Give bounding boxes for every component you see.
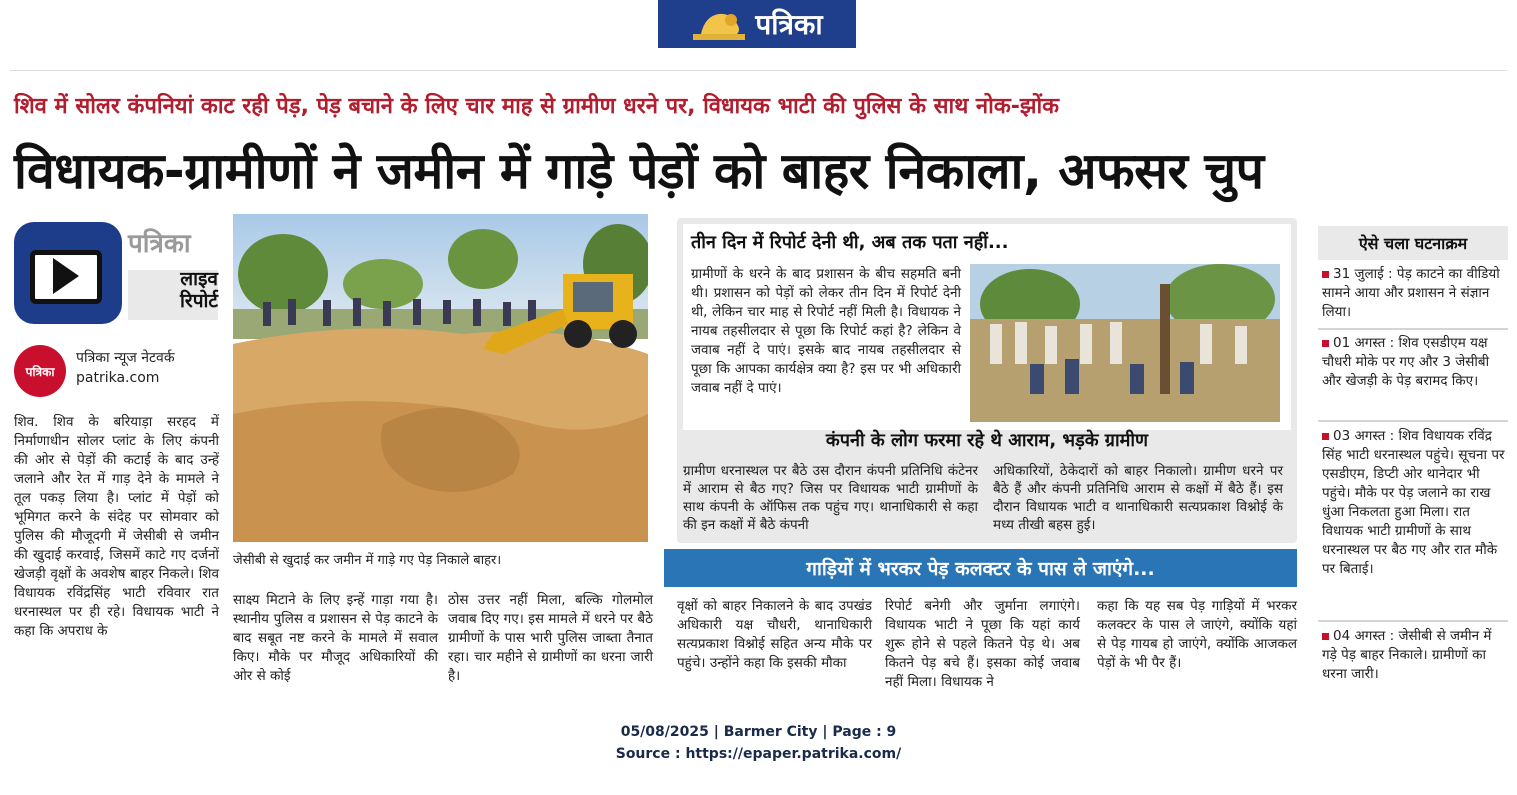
timeline-item: 04 अगस्त : जेसीबी से जमीन में गड़े पेड़ बाहर निकाले। ग्रामीणों का धरना जारी। xyxy=(1322,628,1492,682)
report-column-b: अधिकारियों, ठेकेदारों को बाहर निकालो। ग्रामीण धरने पर बैठे हैं और कंपनी प्रतिनिधि आराम से कक्षों में बैठे हैं। इस दौरान विधायक भाटी व थानाधिकारी सत्यप्रकाश विश्नोई के मध्य तीखी बहस हुई। xyxy=(993,463,1283,533)
kicker-headline: शिव में सोलर कंपनियां काट रही पेड़, पेड़ बचाने के लिए चार माह से ग्रामीण धरने पर, विधायक भाटी की पुलिस के साथ नोक-झोंक xyxy=(14,94,1060,119)
footer-source-link[interactable]: Source : https://epaper.patrika.com/ xyxy=(615,746,902,762)
report-column-a: ग्रामीण धरनास्थल पर बैठे उस दौरान कंपनी प्रतिनिधि कंटेनर में आराम से बैठ गए? जिस पर विधायक भाटी ग्रामीणों के साथ कंपनी के ऑफिस तक पहुंच गए। थानाधिकारी से कहा की इन कक्षों में बैठे कंपनी xyxy=(683,463,978,533)
network-logo-icon: पत्रिका xyxy=(14,345,66,397)
timeline-divider xyxy=(1318,620,1508,622)
masthead xyxy=(658,0,856,48)
bullet-icon xyxy=(1322,433,1329,440)
network-site: patrika.com xyxy=(76,370,160,386)
bullet-icon xyxy=(1322,633,1329,640)
play-icon xyxy=(53,258,79,294)
live-brand: पत्रिका xyxy=(128,229,191,259)
timeline-item: 31 जुलाई : पेड़ काटने का वीडियो सामने आया और प्रशासन ने संज्ञान लिया। xyxy=(1322,266,1500,320)
story-column-3: ठोस उत्तर नहीं मिला, बल्कि गोलमोल जवाब दिए गए। इस मामले में धरने पर बैठे ग्रामीणों के पास भारी पुलिस जाब्ता तैनात रहा। चार महीने से ग्रामीणों का धरना जारी है। xyxy=(448,592,653,684)
top-divider xyxy=(10,70,1507,71)
bullet-icon xyxy=(1322,340,1329,347)
photo-caption: जेसीबी से खुदाई कर जमीन में गाड़े गए पेड़ निकाले बाहर। xyxy=(233,553,502,568)
band-column-3: कहा कि यह सब पेड़ गाड़ियों में भरकर कलक्टर के पास ले जाएंगे, क्योंकि यहां से पेड़ गायब हो जाएंगे, क्योंकि आजकल पेड़ों के भी पैर हैं। xyxy=(1097,598,1297,671)
main-headline: विधायक-ग्रामीणों ने जमीन में गाड़े पेड़ों को बाहर निकाला, अफसर चुप xyxy=(14,142,1264,200)
timeline-divider xyxy=(1318,420,1508,422)
story-column-2: साक्ष्य मिटाने के लिए इन्हें गाड़ा गया है। स्थानीय पुलिस व प्रशासन से पेड़ काटने के बाद सबूत नष्ट करने के मामले में सवाल किए। मौके पर मौजूद अधिकारियों की ओर से कोई xyxy=(233,592,438,684)
report-heading: तीन दिन में रिपोर्ट देनी थी, अब तक पता नहीं... xyxy=(691,232,1009,253)
live-label-line2: रिपोर्ट xyxy=(180,290,218,312)
timeline-divider xyxy=(1318,328,1508,330)
footer-date-line: 05/08/2025 | Barmer City | Page : 9 xyxy=(620,724,897,740)
excavation-photo-graphic xyxy=(233,214,648,542)
network-name: पत्रिका न्यूज नेटवर्क xyxy=(76,350,175,366)
blue-band-heading: गाड़ियों में भरकर पेड़ कलक्टर के पास ले जाएंगे... xyxy=(664,549,1297,587)
excavation-photo xyxy=(233,214,648,542)
timeline-item: 03 अगस्त : शिव विधायक रविंद्र सिंह भाटी धरनास्थल पहुंचे। सूचना पर एसडीएम, डिप्टी ओर थानेदार भी पहुंचे। मौके पर पेड़ जलाने का राख धुंआ निकलता हुआ मिला। रात विधायक भाटी ग्रामीणों के साथ धरनास्थल पर बैठ गए और रात मौके पर बिताई। xyxy=(1322,428,1505,577)
live-label-line1: लाइव xyxy=(180,268,218,290)
report-body: ग्रामीणों के धरने के बाद प्रशासन के बीच सहमति बनी थी। प्रशासन को पेड़ों को लेकर तीन दिन में रिपोर्ट देनी थी, लेकिन चार माह से रिपोर्ट नहीं मिली है। विधायक ने नायब तहसीलदार से पूछा कि रिपोर्ट कहां है? लेकिन वे जवाब नहीं दे पाएं। इसके बाद नायब तहसीलदार से पूछा कि आपका कार्यक्षेत्र क्या है? इस पर भी अधिकारी जवाब नहीं दे पाएं। xyxy=(691,266,961,396)
report-subheading: कंपनी के लोग फरमा रहे थे आराम, भड़के ग्रामीण xyxy=(825,430,1149,451)
lion-logo-icon xyxy=(691,4,747,44)
villagers-photo-graphic xyxy=(970,264,1280,422)
band-column-1: वृक्षों को बाहर निकालने के बाद उपखंड अधिकारी यक्ष चौधरी, थानाधिकारी सत्यप्रकाश विश्नोई सहित अन्य मौके पर पहुंचे। उन्होंने कहा कि इसकी मौका xyxy=(677,598,872,671)
masthead-title: पत्रिका xyxy=(755,8,823,41)
band-column-2: रिपोर्ट बनेगी और जुर्माना लगाएंगे। विधायक भाटी ने पूछा कि यहां कार्य शुरू होने से पहले कितने पेड़ थे। अब कितने पेड़ बचे हैं। इसका कोई जवाब नहीं मिला। विधायक ने xyxy=(885,598,1080,690)
timeline-heading: ऐसे चला घटनाक्रम xyxy=(1318,226,1508,260)
story-column-1: शिव. शिव के बरियाड़ा सरहद में निर्माणाधीन सोलर प्लांट के लिए कंपनी की ओर से पेड़ों की कटाई के बाद उन्हें जलाने और रेत में गाड़ देने के मामले ने तूल पकड़ लिया है। प्लांट में पेड़ों को भूमिगत करने के संदेह पर सोमवार को पुलिस की मौजूदगी में जेसीबी से जमीन की खुदाई करवाई, जिसमें काटे गए दर्जनों खेजड़ी वृक्षों के अवशेष बाहर निकले। शिव विधायक रविंद्रसिंह भाटी रविवार रात धरनास्थल पर ही रहे। विधायक भाटी ने कहा कि अपराध के xyxy=(14,414,219,639)
live-label xyxy=(128,268,218,312)
timeline-item: 01 अगस्त : शिव एसडीएम यक्ष चौधरी मोके पर गए और 3 जेसीबी और खेजड़ी के पेड़ बरामद किए। xyxy=(1322,335,1490,389)
bullet-icon xyxy=(1322,271,1329,278)
villagers-photo xyxy=(970,264,1280,422)
